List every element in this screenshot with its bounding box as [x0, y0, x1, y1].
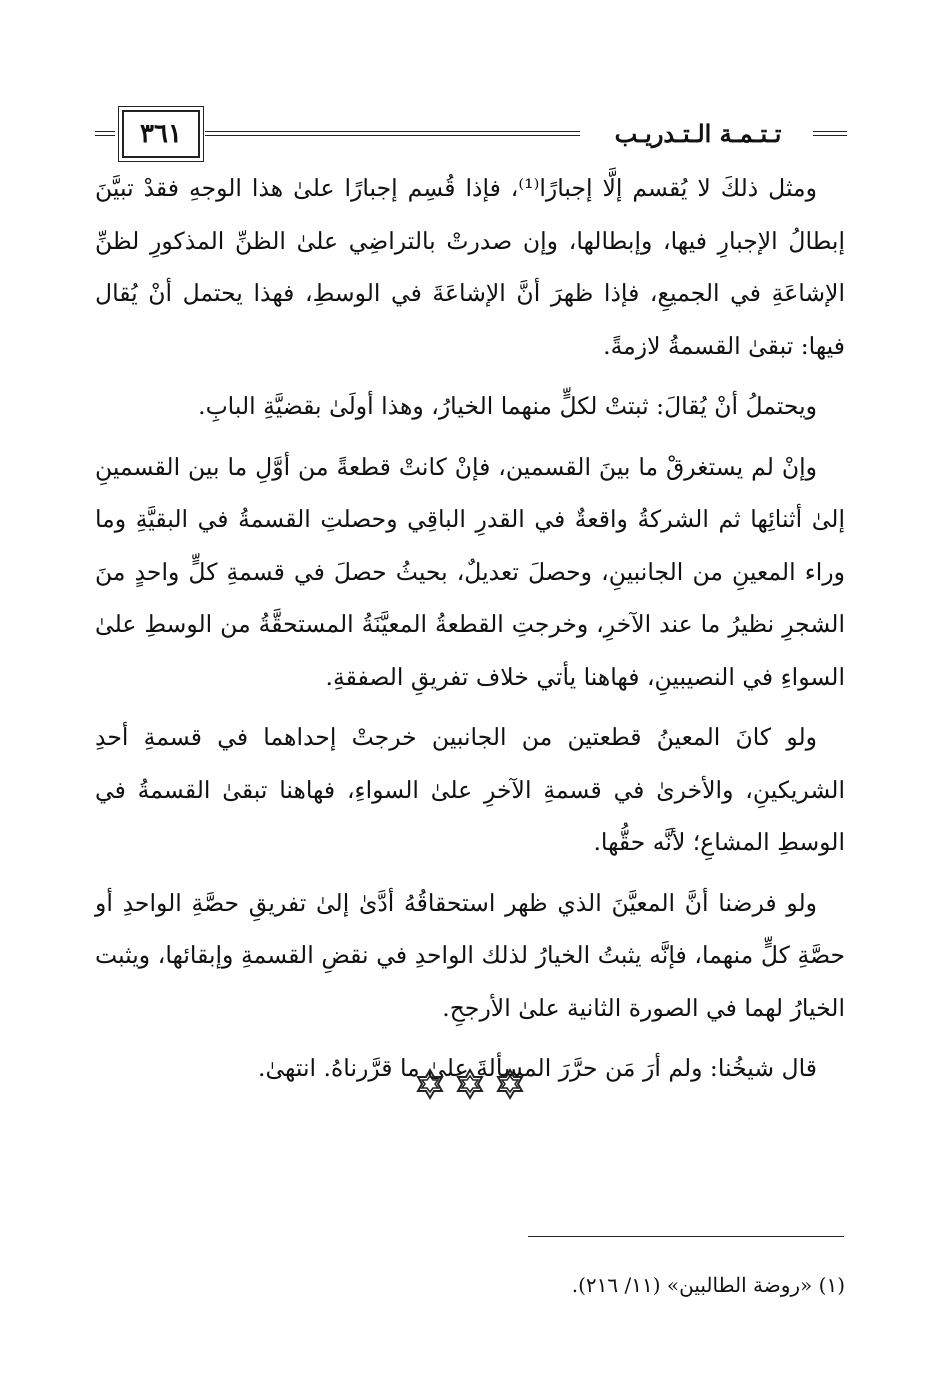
paragraph-6: قال شيخُنا: ولم أرَ مَن حرَّرَ المسألةَ علىٰ ما قرَّرناهُ. انتهىٰ.	[257, 1054, 817, 1082]
paragraph-3: وإنْ لم يستغرقْ ما بينَ القسمين، فإنْ كانتْ قطعةً من أوَّلِ ما بين القسمينِ إلىٰ أثنائِها ثم الشركةُ واقعةٌ في القدرِ الباقِي وحصلتِ القسمةُ في البقيَّةِ وما وراء المعينِ من الجانبينِ، وحصلَ تعديلٌ، بحيثُ حصلَ في قسمةِ كلٍّ واحدٍ منَ الشجرِ نظيرُ ما عند الآخرِ، وخرجتِ القطعةُ المعيَّنَةُ المستحقَّةُ من الوسطِ علىٰ السواءِ في النصيبينِ، فهاهنا يأتي خلاف تفريقِ الصفقةِ.	[95, 452, 845, 691]
header-rule-middle	[205, 131, 580, 136]
paragraph-1: ومثل ذلكَ لا يُقسم إلَّا إجبارًا⁽¹⁾، فإذا قُسِم إجبارًا علىٰ هذا الوجهِ فقدْ تبيَّنَ إبطالُ الإجبارِ فيها، وإبطالها، وإن صدرتْ بالتراضِي علىٰ الظنِّ المذكورِ لظنِّ الإشاعَةِ في الجميعِ، فإذا ظهرَ أنَّ الإشاعَةَ في الوسطِ، فهذا يحتمل أنْ يُقال فيها: تبقىٰ القسمةُ لازمةً.	[95, 174, 845, 360]
main-text	[95, 162, 845, 1095]
paragraph-4: ولو كانَ المعينُ قطعتين من الجانبين خرجتْ إحداهما في قسمةِ أحدِ الشريكينِ، والأخرىٰ في قسمةِ الآخرِ علىٰ السواءِ، فهاهنا تبقىٰ القسمةُ في الوسطِ المشاعِ؛ لأنَّه حقُّها.	[95, 723, 845, 856]
footnote: (١) «روضة الطالبين» (١١/ ٢١٦).	[571, 1273, 845, 1297]
running-title: تـتـمـة الـتـدريـب	[614, 118, 782, 148]
paragraph-2: ويحتملُ أنْ يُقالَ: ثبتتْ لكلٍّ منهما الخيارُ، وهذا أولَىٰ بقضيَّةِ البابِ.	[198, 392, 817, 420]
section-ornament	[0, 1068, 939, 1108]
page-header	[95, 105, 847, 165]
page-number: ٣٦١	[122, 110, 200, 158]
star-ornament-icon	[414, 1068, 446, 1100]
header-rule-right	[813, 131, 847, 136]
star-ornament-icon	[454, 1068, 486, 1100]
footnote-separator	[528, 1236, 844, 1237]
header-rule-left	[95, 131, 115, 136]
paragraph-5: ولو فرضنا أنَّ المعيَّنَ الذي ظهر استحقاقُهُ أدَّىٰ إلىٰ تفريقِ حصَّةِ الواحدِ أو حصَّةِ كلٍّ منهما، فإنَّه يثبتُ الخيارُ لذلك الواحدِ في نقضِ القسمةِ وإبقائها، ويثبت الخيارُ لهما في الصورة الثانية علىٰ الأرجحِ.	[95, 888, 845, 1022]
star-ornament-icon	[494, 1068, 526, 1100]
